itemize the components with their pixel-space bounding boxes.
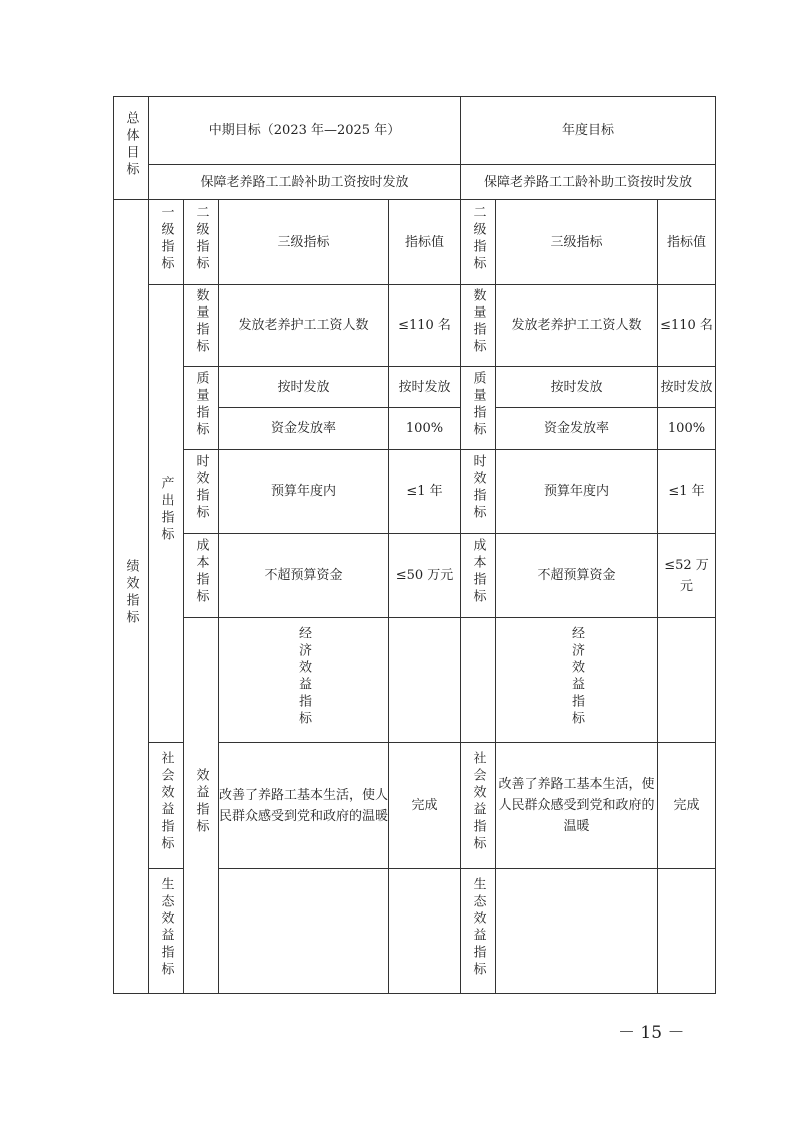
social-level2: 社会效益指标: [149, 743, 184, 869]
table-cell: 100%: [658, 408, 716, 450]
table-cell: 完成: [389, 743, 461, 869]
table-cell: 发放老养护工工资人数: [219, 285, 389, 367]
mid-term-goal: 保障老养路工工龄补助工资按时发放: [149, 165, 461, 200]
annual-level3-header: 三级指标: [496, 200, 658, 285]
annual-value-header: 指标值: [658, 200, 716, 285]
table-cell: [658, 869, 716, 994]
value-header: 指标值: [389, 200, 461, 285]
output-indicator-label: 产出指标: [149, 285, 184, 743]
benefit-indicator-label: 效益指标: [184, 618, 219, 994]
performance-target-table: [113, 96, 716, 994]
table-cell: 改善了养路工基本生活，使人民群众感受到党和政府的温暖: [219, 743, 389, 869]
table-cell: 不超预算资金: [219, 534, 389, 618]
table-cell: 改善了养路工基本生活，使人民群众感受到党和政府的温暖: [496, 743, 658, 869]
table-cell: [658, 618, 716, 743]
table-cell: [219, 869, 389, 994]
table-cell: ≤110 名: [389, 285, 461, 367]
table-cell: 按时发放: [658, 367, 716, 408]
quantity-level2: 数量指标: [184, 285, 219, 367]
table-cell: 资金发放率: [496, 408, 658, 450]
table-cell: ≤1 年: [389, 450, 461, 534]
table-cell: 预算年度内: [219, 450, 389, 534]
table-cell: 按时发放: [219, 367, 389, 408]
table-cell: ≤50 万元: [389, 534, 461, 618]
economic-level2-annual: 经济效益指标: [496, 618, 658, 743]
table-cell: 资金发放率: [219, 408, 389, 450]
table-cell: 100%: [389, 408, 461, 450]
table-cell: 预算年度内: [496, 450, 658, 534]
table-cell: 不超预算资金: [496, 534, 658, 618]
social-level2-annual: 社会效益指标: [461, 743, 496, 869]
table-cell: 按时发放: [389, 367, 461, 408]
table-cell: [461, 618, 496, 743]
table-cell: 发放老养护工工资人数: [496, 285, 658, 367]
table-cell: ≤1 年: [658, 450, 716, 534]
performance-indicator-label: 绩效指标: [114, 200, 149, 994]
table-cell: [389, 869, 461, 994]
overall-target-label: 总体目标: [114, 97, 149, 200]
level2-header: 二级指标: [184, 200, 219, 285]
table-cell: ≤52 万元: [658, 534, 716, 618]
economic-level2: 经济效益指标: [219, 618, 389, 743]
annual-header: 年度目标: [461, 97, 716, 165]
mid-term-header: 中期目标（2023 年—2025 年）: [149, 97, 461, 165]
quality-level2-annual: 质量指标: [461, 367, 496, 450]
annual-level2-header: 二级指标: [461, 200, 496, 285]
table-cell: [389, 618, 461, 743]
table-cell: 按时发放: [496, 367, 658, 408]
level3-header: 三级指标: [219, 200, 389, 285]
timeliness-level2-annual: 时效指标: [461, 450, 496, 534]
table-cell: 完成: [658, 743, 716, 869]
page-number: － 15 －: [618, 1023, 685, 1043]
cost-level2-annual: 成本指标: [461, 534, 496, 618]
ecological-level2: 生态效益指标: [149, 869, 184, 994]
cost-level2: 成本指标: [184, 534, 219, 618]
level1-header: 一级指标: [149, 200, 184, 285]
table-cell: [496, 869, 658, 994]
quality-level2: 质量指标: [184, 367, 219, 450]
ecological-level2-annual: 生态效益指标: [461, 869, 496, 994]
annual-goal: 保障老养路工工龄补助工资按时发放: [461, 165, 716, 200]
table-cell: ≤110 名: [658, 285, 716, 367]
quantity-level2-annual: 数量指标: [461, 285, 496, 367]
timeliness-level2: 时效指标: [184, 450, 219, 534]
